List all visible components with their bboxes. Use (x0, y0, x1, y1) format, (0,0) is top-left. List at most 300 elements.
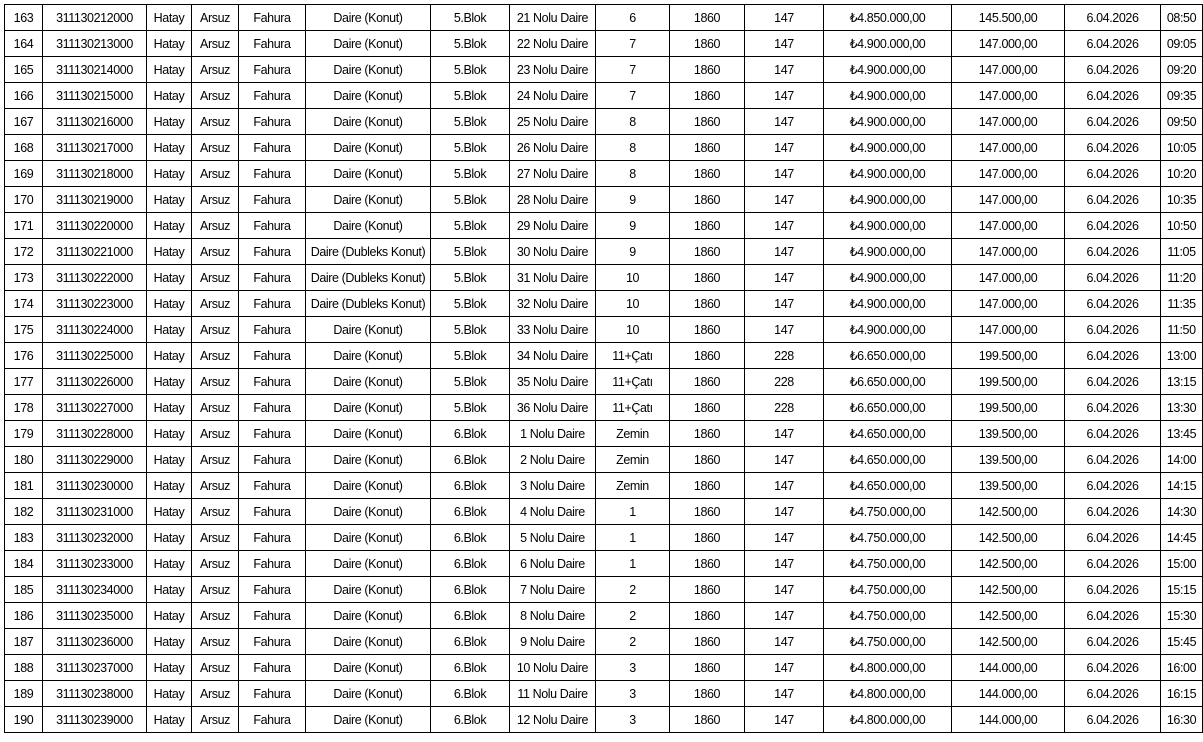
neighborhood-cell: Fahura (239, 499, 306, 525)
neighborhood-cell: Fahura (239, 213, 306, 239)
province-cell: Hatay (147, 395, 192, 421)
area-cell: 147 (745, 499, 824, 525)
neighborhood-cell: Fahura (239, 421, 306, 447)
parcel-id-cell: 311130215000 (43, 83, 147, 109)
deposit-cell: 147.000,00 (952, 213, 1065, 239)
date-cell: 6.04.2026 (1065, 525, 1161, 551)
block-cell: 5.Blok (431, 109, 510, 135)
date-cell: 6.04.2026 (1065, 655, 1161, 681)
area-cell: 147 (745, 291, 824, 317)
neighborhood-cell: Fahura (239, 681, 306, 707)
parcel-id-cell: 311130228000 (43, 421, 147, 447)
table-row (5, 57, 1203, 83)
lot-cell: 1860 (670, 577, 745, 603)
time-cell: 09:50 (1161, 109, 1203, 135)
unit-cell: 30 Nolu Daire (510, 239, 596, 265)
neighborhood-cell: Fahura (239, 655, 306, 681)
property-type-cell: Daire (Konut) (306, 577, 431, 603)
area-cell: 147 (745, 317, 824, 343)
row-number-cell: 184 (5, 551, 43, 577)
date-cell: 6.04.2026 (1065, 265, 1161, 291)
area-cell: 147 (745, 447, 824, 473)
row-number-cell: 178 (5, 395, 43, 421)
row-number-cell: 182 (5, 499, 43, 525)
date-cell: 6.04.2026 (1065, 57, 1161, 83)
time-cell: 15:45 (1161, 629, 1203, 655)
deposit-cell: 147.000,00 (952, 57, 1065, 83)
block-cell: 6.Blok (431, 681, 510, 707)
price-cell: ₺4.900.000,00 (824, 57, 952, 83)
district-cell: Arsuz (192, 707, 239, 733)
date-cell: 6.04.2026 (1065, 213, 1161, 239)
price-cell: ₺4.650.000,00 (824, 473, 952, 499)
lot-cell: 1860 (670, 239, 745, 265)
province-cell: Hatay (147, 187, 192, 213)
province-cell: Hatay (147, 681, 192, 707)
property-type-cell: Daire (Konut) (306, 525, 431, 551)
floor-cell: 8 (596, 109, 670, 135)
area-cell: 228 (745, 369, 824, 395)
neighborhood-cell: Fahura (239, 603, 306, 629)
row-number-cell: 180 (5, 447, 43, 473)
price-cell: ₺6.650.000,00 (824, 395, 952, 421)
district-cell: Arsuz (192, 447, 239, 473)
unit-cell: 24 Nolu Daire (510, 83, 596, 109)
time-cell: 14:30 (1161, 499, 1203, 525)
table-row (5, 369, 1203, 395)
table-row (5, 291, 1203, 317)
area-cell: 147 (745, 629, 824, 655)
time-cell: 10:05 (1161, 135, 1203, 161)
table-row (5, 473, 1203, 499)
floor-cell: 1 (596, 525, 670, 551)
unit-cell: 34 Nolu Daire (510, 343, 596, 369)
price-cell: ₺4.900.000,00 (824, 265, 952, 291)
floor-cell: 9 (596, 239, 670, 265)
row-number-cell: 183 (5, 525, 43, 551)
block-cell: 6.Blok (431, 447, 510, 473)
table-row (5, 525, 1203, 551)
floor-cell: 10 (596, 265, 670, 291)
row-number-cell: 165 (5, 57, 43, 83)
district-cell: Arsuz (192, 603, 239, 629)
district-cell: Arsuz (192, 369, 239, 395)
district-cell: Arsuz (192, 473, 239, 499)
property-type-cell: Daire (Konut) (306, 655, 431, 681)
row-number-cell: 166 (5, 83, 43, 109)
lot-cell: 1860 (670, 629, 745, 655)
date-cell: 6.04.2026 (1065, 551, 1161, 577)
table-body (5, 5, 1203, 733)
table-row (5, 577, 1203, 603)
area-cell: 147 (745, 577, 824, 603)
district-cell: Arsuz (192, 5, 239, 31)
floor-cell: 6 (596, 5, 670, 31)
province-cell: Hatay (147, 369, 192, 395)
parcel-id-cell: 311130221000 (43, 239, 147, 265)
district-cell: Arsuz (192, 317, 239, 343)
date-cell: 6.04.2026 (1065, 369, 1161, 395)
parcel-id-cell: 311130232000 (43, 525, 147, 551)
property-type-cell: Daire (Konut) (306, 369, 431, 395)
time-cell: 11:35 (1161, 291, 1203, 317)
row-number-cell: 174 (5, 291, 43, 317)
price-cell: ₺4.900.000,00 (824, 187, 952, 213)
district-cell: Arsuz (192, 57, 239, 83)
parcel-id-cell: 311130231000 (43, 499, 147, 525)
deposit-cell: 144.000,00 (952, 681, 1065, 707)
neighborhood-cell: Fahura (239, 707, 306, 733)
province-cell: Hatay (147, 629, 192, 655)
neighborhood-cell: Fahura (239, 473, 306, 499)
row-number-cell: 176 (5, 343, 43, 369)
deposit-cell: 147.000,00 (952, 239, 1065, 265)
block-cell: 6.Blok (431, 551, 510, 577)
time-cell: 11:50 (1161, 317, 1203, 343)
price-cell: ₺4.900.000,00 (824, 109, 952, 135)
floor-cell: 7 (596, 31, 670, 57)
area-cell: 147 (745, 473, 824, 499)
parcel-id-cell: 311130216000 (43, 109, 147, 135)
block-cell: 5.Blok (431, 83, 510, 109)
lot-cell: 1860 (670, 525, 745, 551)
parcel-id-cell: 311130214000 (43, 57, 147, 83)
unit-cell: 23 Nolu Daire (510, 57, 596, 83)
unit-cell: 36 Nolu Daire (510, 395, 596, 421)
unit-cell: 22 Nolu Daire (510, 31, 596, 57)
time-cell: 13:00 (1161, 343, 1203, 369)
row-number-cell: 185 (5, 577, 43, 603)
floor-cell: 8 (596, 135, 670, 161)
floor-cell: 2 (596, 603, 670, 629)
time-cell: 15:15 (1161, 577, 1203, 603)
lot-cell: 1860 (670, 57, 745, 83)
parcel-id-cell: 311130239000 (43, 707, 147, 733)
price-cell: ₺4.650.000,00 (824, 447, 952, 473)
neighborhood-cell: Fahura (239, 317, 306, 343)
block-cell: 6.Blok (431, 577, 510, 603)
time-cell: 14:45 (1161, 525, 1203, 551)
table-row (5, 447, 1203, 473)
date-cell: 6.04.2026 (1065, 135, 1161, 161)
province-cell: Hatay (147, 265, 192, 291)
price-cell: ₺4.900.000,00 (824, 239, 952, 265)
floor-cell: 1 (596, 551, 670, 577)
property-type-cell: Daire (Konut) (306, 629, 431, 655)
price-cell: ₺4.750.000,00 (824, 603, 952, 629)
neighborhood-cell: Fahura (239, 31, 306, 57)
unit-cell: 3 Nolu Daire (510, 473, 596, 499)
unit-cell: 21 Nolu Daire (510, 5, 596, 31)
area-cell: 147 (745, 5, 824, 31)
floor-cell: 11+Çatı (596, 369, 670, 395)
deposit-cell: 147.000,00 (952, 187, 1065, 213)
time-cell: 11:20 (1161, 265, 1203, 291)
date-cell: 6.04.2026 (1065, 291, 1161, 317)
table-row (5, 395, 1203, 421)
deposit-cell: 144.000,00 (952, 655, 1065, 681)
province-cell: Hatay (147, 317, 192, 343)
time-cell: 08:50 (1161, 5, 1203, 31)
floor-cell: 11+Çatı (596, 395, 670, 421)
table-row (5, 343, 1203, 369)
area-cell: 147 (745, 135, 824, 161)
date-cell: 6.04.2026 (1065, 421, 1161, 447)
lot-cell: 1860 (670, 447, 745, 473)
listing-table (4, 4, 1203, 733)
property-type-cell: Daire (Konut) (306, 421, 431, 447)
time-cell: 16:15 (1161, 681, 1203, 707)
parcel-id-cell: 311130219000 (43, 187, 147, 213)
deposit-cell: 142.500,00 (952, 629, 1065, 655)
lot-cell: 1860 (670, 681, 745, 707)
floor-cell: 10 (596, 317, 670, 343)
district-cell: Arsuz (192, 187, 239, 213)
table-row (5, 5, 1203, 31)
property-type-cell: Daire (Konut) (306, 447, 431, 473)
area-cell: 147 (745, 161, 824, 187)
property-type-cell: Daire (Dubleks Konut) (306, 239, 431, 265)
row-number-cell: 186 (5, 603, 43, 629)
parcel-id-cell: 311130217000 (43, 135, 147, 161)
lot-cell: 1860 (670, 499, 745, 525)
neighborhood-cell: Fahura (239, 187, 306, 213)
property-type-cell: Daire (Konut) (306, 161, 431, 187)
price-cell: ₺4.900.000,00 (824, 213, 952, 239)
property-type-cell: Daire (Konut) (306, 57, 431, 83)
deposit-cell: 147.000,00 (952, 265, 1065, 291)
lot-cell: 1860 (670, 135, 745, 161)
province-cell: Hatay (147, 5, 192, 31)
province-cell: Hatay (147, 161, 192, 187)
table-row (5, 109, 1203, 135)
time-cell: 10:20 (1161, 161, 1203, 187)
unit-cell: 8 Nolu Daire (510, 603, 596, 629)
neighborhood-cell: Fahura (239, 343, 306, 369)
row-number-cell: 173 (5, 265, 43, 291)
time-cell: 14:00 (1161, 447, 1203, 473)
area-cell: 147 (745, 213, 824, 239)
deposit-cell: 142.500,00 (952, 499, 1065, 525)
floor-cell: 1 (596, 499, 670, 525)
neighborhood-cell: Fahura (239, 57, 306, 83)
date-cell: 6.04.2026 (1065, 109, 1161, 135)
time-cell: 10:35 (1161, 187, 1203, 213)
district-cell: Arsuz (192, 265, 239, 291)
lot-cell: 1860 (670, 655, 745, 681)
unit-cell: 35 Nolu Daire (510, 369, 596, 395)
table-row (5, 161, 1203, 187)
parcel-id-cell: 311130227000 (43, 395, 147, 421)
lot-cell: 1860 (670, 369, 745, 395)
parcel-id-cell: 311130224000 (43, 317, 147, 343)
district-cell: Arsuz (192, 525, 239, 551)
block-cell: 6.Blok (431, 603, 510, 629)
date-cell: 6.04.2026 (1065, 239, 1161, 265)
area-cell: 147 (745, 525, 824, 551)
parcel-id-cell: 311130230000 (43, 473, 147, 499)
neighborhood-cell: Fahura (239, 395, 306, 421)
price-cell: ₺4.750.000,00 (824, 551, 952, 577)
time-cell: 13:30 (1161, 395, 1203, 421)
price-cell: ₺4.900.000,00 (824, 317, 952, 343)
lot-cell: 1860 (670, 603, 745, 629)
deposit-cell: 147.000,00 (952, 109, 1065, 135)
date-cell: 6.04.2026 (1065, 187, 1161, 213)
table-row (5, 239, 1203, 265)
lot-cell: 1860 (670, 5, 745, 31)
parcel-id-cell: 311130218000 (43, 161, 147, 187)
province-cell: Hatay (147, 213, 192, 239)
price-cell: ₺4.800.000,00 (824, 707, 952, 733)
unit-cell: 12 Nolu Daire (510, 707, 596, 733)
parcel-id-cell: 311130235000 (43, 603, 147, 629)
table-row (5, 213, 1203, 239)
deposit-cell: 142.500,00 (952, 551, 1065, 577)
unit-cell: 6 Nolu Daire (510, 551, 596, 577)
row-number-cell: 169 (5, 161, 43, 187)
row-number-cell: 168 (5, 135, 43, 161)
property-type-cell: Daire (Dubleks Konut) (306, 265, 431, 291)
block-cell: 6.Blok (431, 421, 510, 447)
table-row (5, 551, 1203, 577)
area-cell: 228 (745, 395, 824, 421)
row-number-cell: 181 (5, 473, 43, 499)
block-cell: 6.Blok (431, 473, 510, 499)
price-cell: ₺4.650.000,00 (824, 421, 952, 447)
neighborhood-cell: Fahura (239, 135, 306, 161)
time-cell: 15:00 (1161, 551, 1203, 577)
floor-cell: 11+Çatı (596, 343, 670, 369)
row-number-cell: 188 (5, 655, 43, 681)
province-cell: Hatay (147, 603, 192, 629)
table-row (5, 499, 1203, 525)
area-cell: 147 (745, 109, 824, 135)
property-type-cell: Daire (Konut) (306, 343, 431, 369)
deposit-cell: 147.000,00 (952, 135, 1065, 161)
block-cell: 5.Blok (431, 161, 510, 187)
area-cell: 147 (745, 83, 824, 109)
date-cell: 6.04.2026 (1065, 629, 1161, 655)
parcel-id-cell: 311130234000 (43, 577, 147, 603)
unit-cell: 7 Nolu Daire (510, 577, 596, 603)
floor-cell: 3 (596, 681, 670, 707)
unit-cell: 11 Nolu Daire (510, 681, 596, 707)
date-cell: 6.04.2026 (1065, 317, 1161, 343)
table-row (5, 83, 1203, 109)
table-row (5, 265, 1203, 291)
province-cell: Hatay (147, 239, 192, 265)
deposit-cell: 144.000,00 (952, 707, 1065, 733)
parcel-id-cell: 311130236000 (43, 629, 147, 655)
parcel-id-cell: 311130237000 (43, 655, 147, 681)
price-cell: ₺6.650.000,00 (824, 369, 952, 395)
time-cell: 13:15 (1161, 369, 1203, 395)
property-type-cell: Daire (Konut) (306, 473, 431, 499)
block-cell: 5.Blok (431, 31, 510, 57)
district-cell: Arsuz (192, 135, 239, 161)
province-cell: Hatay (147, 343, 192, 369)
lot-cell: 1860 (670, 265, 745, 291)
table-row (5, 681, 1203, 707)
unit-cell: 29 Nolu Daire (510, 213, 596, 239)
deposit-cell: 145.500,00 (952, 5, 1065, 31)
district-cell: Arsuz (192, 681, 239, 707)
row-number-cell: 167 (5, 109, 43, 135)
floor-cell: 2 (596, 577, 670, 603)
property-type-cell: Daire (Konut) (306, 681, 431, 707)
property-type-cell: Daire (Konut) (306, 317, 431, 343)
block-cell: 5.Blok (431, 57, 510, 83)
time-cell: 09:05 (1161, 31, 1203, 57)
neighborhood-cell: Fahura (239, 265, 306, 291)
neighborhood-cell: Fahura (239, 551, 306, 577)
lot-cell: 1860 (670, 707, 745, 733)
table-row (5, 655, 1203, 681)
district-cell: Arsuz (192, 109, 239, 135)
lot-cell: 1860 (670, 551, 745, 577)
province-cell: Hatay (147, 57, 192, 83)
date-cell: 6.04.2026 (1065, 681, 1161, 707)
province-cell: Hatay (147, 473, 192, 499)
table-row (5, 421, 1203, 447)
district-cell: Arsuz (192, 83, 239, 109)
province-cell: Hatay (147, 31, 192, 57)
price-cell: ₺4.900.000,00 (824, 83, 952, 109)
parcel-id-cell: 311130222000 (43, 265, 147, 291)
row-number-cell: 187 (5, 629, 43, 655)
time-cell: 09:20 (1161, 57, 1203, 83)
floor-cell: Zemin (596, 421, 670, 447)
floor-cell: 9 (596, 187, 670, 213)
area-cell: 147 (745, 655, 824, 681)
neighborhood-cell: Fahura (239, 109, 306, 135)
unit-cell: 32 Nolu Daire (510, 291, 596, 317)
property-type-cell: Daire (Konut) (306, 109, 431, 135)
unit-cell: 27 Nolu Daire (510, 161, 596, 187)
table-row (5, 31, 1203, 57)
area-cell: 147 (745, 707, 824, 733)
deposit-cell: 139.500,00 (952, 447, 1065, 473)
parcel-id-cell: 311130220000 (43, 213, 147, 239)
neighborhood-cell: Fahura (239, 447, 306, 473)
row-number-cell: 179 (5, 421, 43, 447)
area-cell: 147 (745, 681, 824, 707)
price-cell: ₺4.750.000,00 (824, 499, 952, 525)
floor-cell: 3 (596, 707, 670, 733)
block-cell: 5.Blok (431, 265, 510, 291)
district-cell: Arsuz (192, 239, 239, 265)
table-row (5, 603, 1203, 629)
deposit-cell: 142.500,00 (952, 525, 1065, 551)
area-cell: 147 (745, 603, 824, 629)
property-type-cell: Daire (Dubleks Konut) (306, 291, 431, 317)
neighborhood-cell: Fahura (239, 369, 306, 395)
row-number-cell: 172 (5, 239, 43, 265)
district-cell: Arsuz (192, 395, 239, 421)
unit-cell: 4 Nolu Daire (510, 499, 596, 525)
block-cell: 5.Blok (431, 395, 510, 421)
price-cell: ₺4.900.000,00 (824, 161, 952, 187)
unit-cell: 25 Nolu Daire (510, 109, 596, 135)
district-cell: Arsuz (192, 213, 239, 239)
price-cell: ₺4.800.000,00 (824, 681, 952, 707)
time-cell: 16:30 (1161, 707, 1203, 733)
deposit-cell: 199.500,00 (952, 343, 1065, 369)
neighborhood-cell: Fahura (239, 291, 306, 317)
date-cell: 6.04.2026 (1065, 473, 1161, 499)
neighborhood-cell: Fahura (239, 577, 306, 603)
